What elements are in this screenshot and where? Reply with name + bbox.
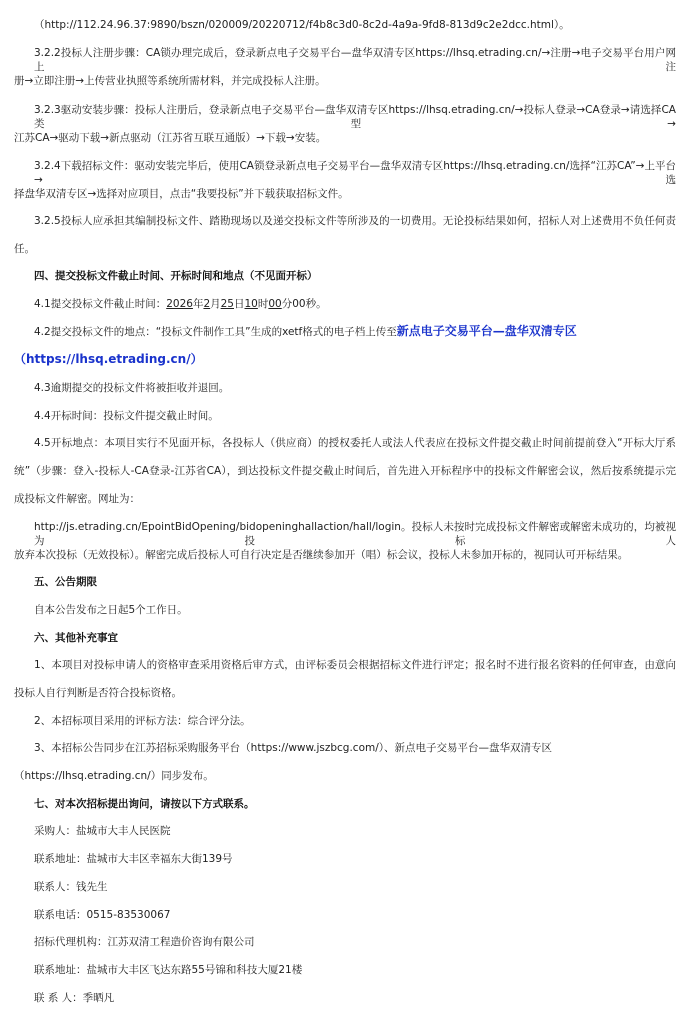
deadline-month-unit: 月 [210,298,221,310]
submission-location-line [34,324,577,338]
paragraph-3-2-2-line-2: 册→立即注册→上传营业执照等系统所需材料，并完成投标人注册。 [14,75,326,87]
deadline-hour: 10 [244,298,258,310]
deadline-year-unit: 年 [192,298,204,310]
supplement-1-line-2: 投标人自行判断是否符合投标资格。 [14,687,182,699]
deadline-minute-unit: 分00秒。 [281,298,327,310]
url-reference-line: （http://112.24.96.37:9890/bszn/020009/20220712/f4b8c3d0-8c2d-4a9a-9fd8-813d9c2e2dcc.html）。 [34,19,570,31]
deadline-year: 2026 [166,298,193,310]
opening-note-line: 放弃本次投标（无效投标）。解密完成后投标人可自行决定是否继续参加开（唱）标会议，投标人未参加开标的，视同认可开标结果。 [14,549,629,561]
platform-link[interactable]: 新点电子交易平台—盘华双清专区 [396,324,577,338]
opening-location-line-2: 统”（步骤：登入-投标人-CA登录-江苏省CA），到达投标文件提交截止时间后，首先进入开标程序中的投标文件解密会议，然后按系统提示完 [14,465,676,477]
supplement-3-line-1: 3、本招标公告同步在江苏招标采购服务平台（https://www.jszbcg.com/）、新点电子交易平台—盘华双清专区 [34,742,553,754]
deadline-line [34,297,327,311]
announcement-period-line: 自本公告发布之日起5个工作日。 [34,604,188,616]
deadline-minute: 00 [268,298,282,310]
deadline-hour-unit: 时 [257,298,269,310]
contact-purchaser: 采购人：盐城市大丰人民医院 [34,825,171,837]
contact-agency-person: 联 系 人：季晒凡 [34,992,115,1004]
contact-purchaser-phone: 联系电话：0515-83530067 [34,909,171,921]
late-submission-line: 4.3逾期提交的投标文件将被拒收并退回。 [34,382,230,394]
paragraph-3-2-5-line-1: 3.2.5投标人应承担其编制投标文件、踏勘现场以及递交投标文件等所涉及的一切费用。无论投标结果如何，招标人对上述费用不负任何责 [34,215,676,227]
contact-agency: 招标代理机构：江苏双清工程造价咨询有限公司 [34,936,255,948]
platform-url-link[interactable]: （https://lhsq.etrading.cn/） [14,352,203,366]
section-5-heading: 五、公告期限 [34,576,97,588]
section-6-heading: 六、其他补充事宜 [34,632,118,644]
deadline-day: 25 [220,298,234,310]
opening-time-line: 4.4开标时间：投标文件提交截止时间。 [34,410,219,422]
deadline-day-unit: 日 [234,298,245,310]
deadline-label: 4.1提交投标文件截止时间： [34,298,167,310]
paragraph-3-2-3-line-2: 江苏CA→驱动下载→新点驱动（江苏省互联互通版）→下载→安装。 [14,132,327,144]
paragraph-3-2-4-line-1: 3.2.4下载招标文件：驱动安装完毕后，使用CA锁登录新点电子交易平台—盘华双清专区https://lhsq.etrading.cn/选择“江苏CA”→上平台→选 [34,160,676,186]
supplement-1-line-1: 1、本项目对投标申请人的资格审查采用资格后审方式，由评标委员会根据招标文件进行评定；报名时不进行报名资料的任何审查，由意向 [34,659,676,671]
paragraph-3-2-5-line-2: 任。 [14,243,35,255]
section-4-heading: 四、提交投标文件截止时间、开标时间和地点（不见面开标） [34,270,318,282]
opening-url-line: http://js.etrading.cn/EpointBidOpening/bidopeninghallaction/hall/login。投标人未按时完成投标文件解密或解密未成功的，均被视为投标人 [34,521,676,547]
supplement-2-line: 2、本招标项目采用的评标方法：综合评分法。 [34,715,251,727]
opening-location-line-3: 成投标文件解密。网址为： [14,493,140,505]
contact-purchaser-address: 联系地址：盐城市大丰区幸福东大街139号 [34,853,233,865]
paragraph-3-2-3-line-1: 3.2.3驱动安装步骤：投标人注册后，登录新点电子交易平台—盘华双清专区https://lhsq.etrading.cn/→投标人登录→CA登录→请选择CA类型→ [34,104,676,130]
paragraph-3-2-2-line-1: 3.2.2投标人注册步骤：CA锁办理完成后，登录新点电子交易平台—盘华双清专区https://lhsq.etrading.cn/→注册→电子交易平台用户网上注 [34,47,676,73]
submission-location-text: 4.2提交投标文件的地点：“投标文件制作工具”生成的xetf格式的电子档上传至 [34,326,397,338]
contact-agency-address: 联系地址：盐城市大丰区飞达东路55号锦和科技大厦21楼 [34,964,303,976]
deadline-month: 2 [203,298,211,310]
contact-purchaser-person: 联系人：钱先生 [34,881,108,893]
opening-location-line-1: 4.5开标地点：本项目实行不见面开标，各投标人（供应商）的授权委托人或法人代表应在投标文件提交截止时间前提前登入“开标大厅系 [34,437,676,449]
supplement-3-line-2: （https://lhsq.etrading.cn/）同步发布。 [14,770,214,782]
paragraph-3-2-4-line-2: 择盘华双清专区→选择对应项目，点击“我要投标”并下载获取招标文件。 [14,188,349,200]
section-7-heading: 七、对本次招标提出询问，请按以下方式联系。 [34,798,255,810]
